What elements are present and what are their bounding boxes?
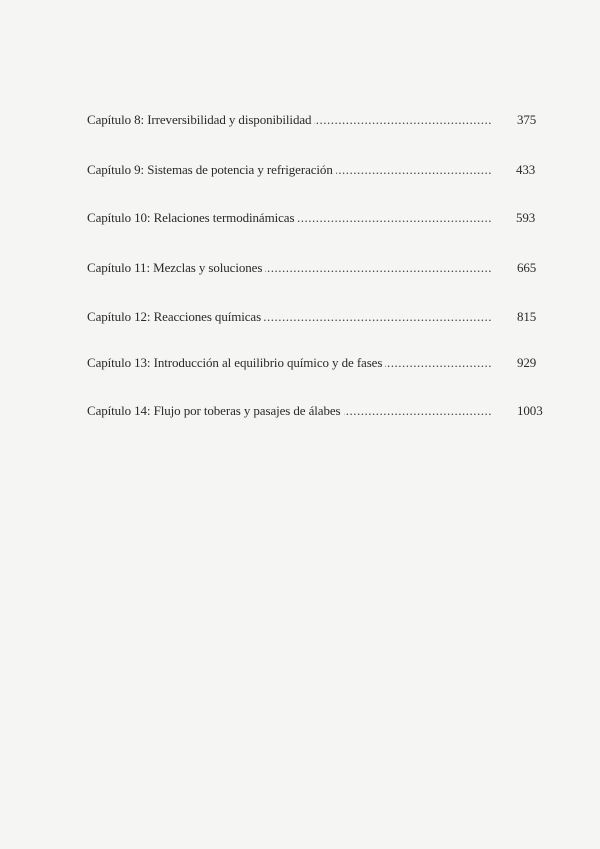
toc-entry-chapter-14: [87, 401, 547, 421]
page-number: 375: [517, 112, 537, 127]
page-number: 433: [516, 162, 536, 177]
page-number: 815: [517, 309, 537, 324]
toc-entry-chapter-13: [87, 353, 547, 373]
page-number: 929: [517, 355, 537, 370]
toc-entry-chapter-12: [87, 307, 547, 327]
toc-entry-chapter-8: [87, 110, 547, 130]
chapter-title: Capítulo 13: Introducción al equilibrio químico y de fases: [87, 353, 385, 373]
chapter-title: Capítulo 14: Flujo por toberas y pasajes de álabes: [87, 401, 344, 421]
page-number: 665: [517, 260, 537, 275]
chapter-title: Capítulo 12: Reacciones químicas: [87, 307, 264, 327]
page-number: 593: [516, 210, 536, 225]
toc-entry-chapter-11: [87, 258, 547, 278]
toc-entry-chapter-9: [87, 160, 547, 180]
chapter-title: Capítulo 9: Sistemas de potencia y refrigeración: [87, 160, 336, 180]
page-number: 1003: [517, 403, 543, 418]
toc-entry-chapter-10: [87, 208, 547, 228]
chapter-title: Capítulo 11: Mezclas y soluciones: [87, 258, 265, 278]
chapter-title: Capítulo 10: Relaciones termodinámicas: [87, 208, 297, 228]
chapter-title: Capítulo 8: Irreversibilidad y disponibilidad: [87, 110, 314, 130]
